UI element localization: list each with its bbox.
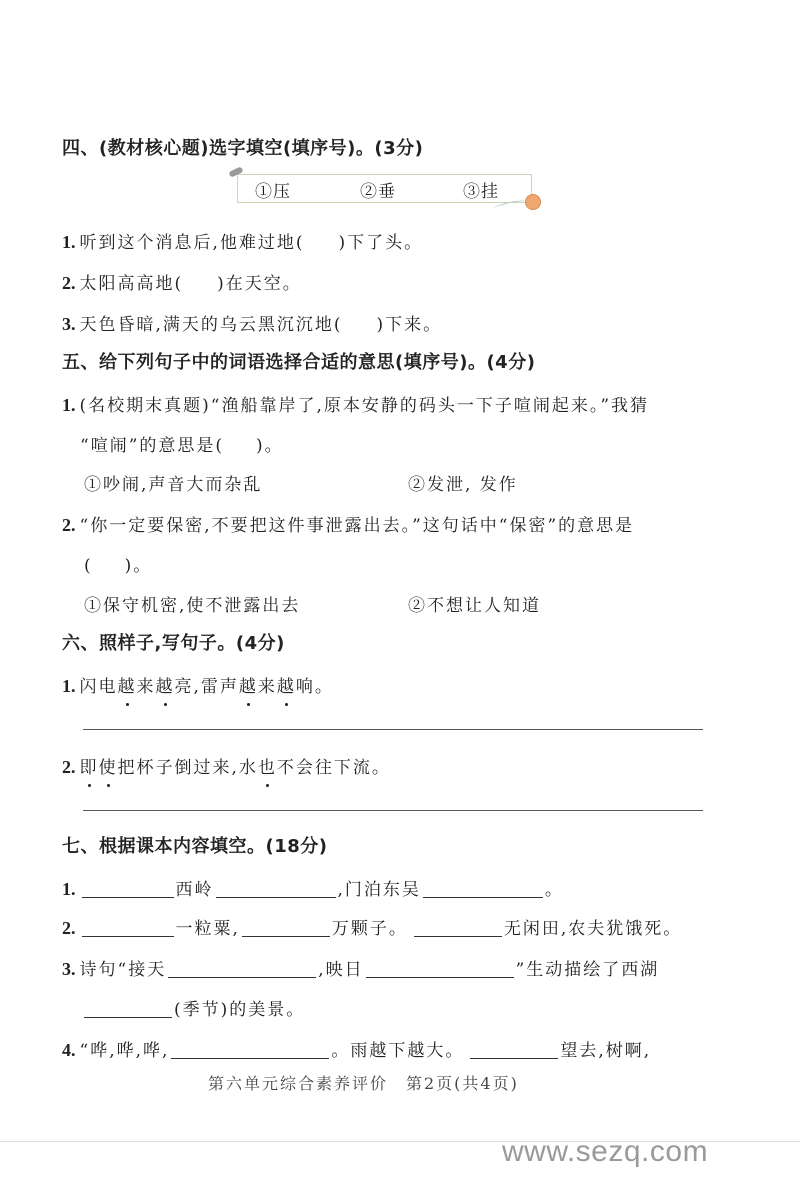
fill-blank[interactable] [242, 920, 330, 937]
s4-question-2: 2. 太阳高高地( )在天空。 [62, 273, 302, 294]
section-7-title: 七、根据课本内容填空。(18分) [62, 836, 328, 857]
s5-q1-option-1: ①吵闹,声音大而杂乱 [84, 475, 263, 495]
pin-decoration-icon [228, 166, 243, 177]
s4-question-1: 1. 听到这个消息后,他难过地( )下了头。 [62, 232, 424, 253]
page-footer: 第六单元综合素养评价 第2页(共4页) [208, 1074, 519, 1093]
s5-q2-option-1: ①保守机密,使不泄露出去 [84, 596, 301, 616]
s7-question-3-line-1: 3. 诗句“接天 ,映日 ”生动描绘了西湖 [62, 959, 660, 980]
s4-question-3: 3. 天色昏暗,满天的乌云黑沉沉地( )下来。 [62, 314, 443, 335]
fill-blank[interactable] [82, 920, 174, 937]
fill-blank[interactable] [84, 1001, 172, 1018]
s6-example-2: 2. 即使把杯子倒过来,水也不会往下流。 [62, 753, 391, 778]
section-5-title: 五、给下列句子中的词语选择合适的意思(填序号)。(4分) [62, 352, 536, 373]
option-3: ③挂 [463, 182, 499, 202]
example-sentence: 即使把杯子倒过来,水也不会往下流。 [80, 758, 391, 778]
emphasized-char: 即 [80, 753, 99, 778]
answer-line-2[interactable] [83, 810, 703, 811]
emphasized-char: 使 [99, 753, 118, 778]
fill-blank[interactable] [168, 961, 316, 978]
option-2: ②垂 [360, 182, 396, 202]
emphasized-char: 越 [118, 672, 137, 697]
fill-blank[interactable] [470, 1042, 558, 1059]
emphasized-char: 也 [258, 753, 277, 778]
answer-line-1[interactable] [83, 729, 703, 730]
s7-question-4: 4. “哗,哗,哗, 。雨越下越大。 望去,树啊, [62, 1040, 652, 1061]
fill-blank[interactable] [171, 1042, 329, 1059]
s5-q2-option-2: ②不想让人知道 [408, 596, 541, 616]
s7-question-2: 2. 一粒粟, 万颗子。 无闲田,农夫犹饿死。 [62, 918, 683, 939]
option-1: ①压 [255, 182, 291, 202]
s5-question-1-line-2: “喧闹”的意思是( )。 [80, 436, 284, 456]
watermark: www.sezq.com [502, 1135, 709, 1168]
s7-question-3-line-2: (季节)的美景。 [82, 995, 305, 1020]
section-4-title: 四、(教材核心题)选字填空(填序号)。(3分) [62, 138, 424, 159]
emphasized-char: 越 [156, 672, 175, 697]
s7-question-1: 1. 西岭 ,门泊东吴 。 [62, 879, 564, 900]
s6-example-1: 1. 闪电越来越亮,雷声越来越响。 [62, 672, 334, 697]
word-options-box [237, 174, 532, 203]
fill-blank[interactable] [366, 961, 514, 978]
fill-blank[interactable] [414, 920, 502, 937]
section-6-title: 六、照样子,写句子。(4分) [62, 633, 285, 654]
s5-question-1-line-1: 1. (名校期末真题)“渔船靠岸了,原本安静的码头一下子喧闹起来。”我猜 [62, 395, 650, 416]
fill-blank[interactable] [82, 881, 174, 898]
example-sentence: 闪电越来越亮,雷声越来越响。 [80, 677, 334, 697]
fill-blank[interactable] [423, 881, 543, 898]
s5-question-2-line-1: 2. “你一定要保密,不要把这件事泄露出去。”这句话中“保密”的意思是 [62, 515, 635, 536]
s5-q1-option-2: ②发泄, 发作 [408, 475, 518, 495]
flower-decoration-icon [525, 194, 541, 210]
fill-blank[interactable] [216, 881, 336, 898]
s5-question-2-line-2: ( )。 [84, 556, 153, 576]
emphasized-char: 越 [277, 672, 296, 697]
emphasized-char: 越 [239, 672, 258, 697]
